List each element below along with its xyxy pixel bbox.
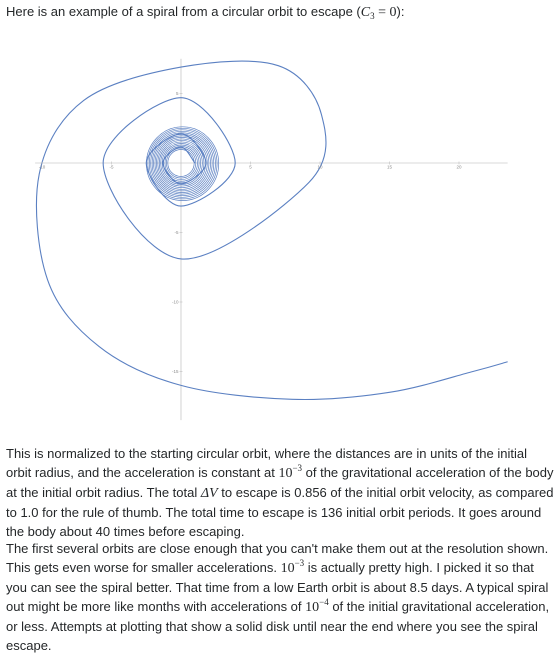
p1-math-accel-base: 10 (278, 466, 293, 481)
axis-ticks (39, 91, 462, 374)
p2-math-accel-3-base: 10 (280, 561, 295, 576)
p2-text-3: of the initial gravitational acceleration, or less. Attempts at plotting that show a solid disk until near the end where you see the spiral escape. (6, 599, 550, 653)
spiral-outer-path (36, 61, 507, 399)
spiral-plot (6, 28, 552, 434)
c3-symbol (361, 5, 375, 20)
intro-text (6, 2, 554, 22)
y-tick-label: 5 (175, 91, 179, 97)
x-tick-label: 15 (386, 164, 393, 170)
p2-math-accel-4 (305, 597, 329, 615)
c3-subscript: 3 (370, 11, 375, 21)
x-tick-label: 20 (456, 164, 462, 170)
x-tick-label: -5 (109, 164, 114, 170)
p1-math-delta-v: ΔV (200, 486, 218, 501)
y-tick-label: -5 (174, 230, 179, 236)
p2-text-1: The first several orbits are close enough that you can't make them out at the resolution shown. This gets even worse for smaller accelerations. (6, 541, 549, 575)
y-tick-label: -10 (171, 299, 179, 305)
p2-math-accel-4-base: 10 (305, 600, 320, 615)
x-tick-label: 5 (249, 164, 252, 170)
x-tick-label: -10 (38, 164, 46, 170)
y-tick-label: -15 (171, 369, 179, 375)
plot-axes (35, 59, 508, 420)
intro-text-after: ): (396, 4, 405, 19)
c3-letter: C (360, 5, 371, 20)
p1-text-1: This is normalized to the starting circular orbit, where the distances are in units of the initial orbit radius, and the acceleration is constant at (6, 446, 527, 480)
p2-text-2: is actually pretty high. I picked it so that you can see the spiral better. That time from a low Earth orbit is about 8.5 days. A typical spiral out might be more like months with accelerations of (6, 560, 549, 614)
p2-math-accel-3 (280, 558, 305, 576)
c3-equation: = 0 (374, 5, 397, 20)
spiral-curve-group (36, 61, 507, 399)
paragraph-resolution (6, 539, 554, 655)
intro-text-before: Here is an example of a spiral from a circular orbit to escape ( (6, 4, 361, 19)
p1-math-accel-exp: −3 (292, 463, 303, 473)
p1-text-2: of the gravitational acceleration of the body at the initial orbit radius. The total (6, 465, 554, 500)
p1-text-3: to escape is 0.856 of the initial orbit velocity, as compared to 1.0 for the rule of thumb. The total time to escape is 136 initial orbit periods. It goes around the body about 40 times before escaping. (6, 485, 554, 539)
p2-math-accel-4-exp: −4 (319, 597, 329, 607)
x-tick-label: 10 (317, 164, 323, 170)
p1-math-accel (278, 463, 303, 481)
paragraph-normalization (6, 444, 554, 541)
p2-math-accel-3-exp: −3 (294, 558, 305, 568)
